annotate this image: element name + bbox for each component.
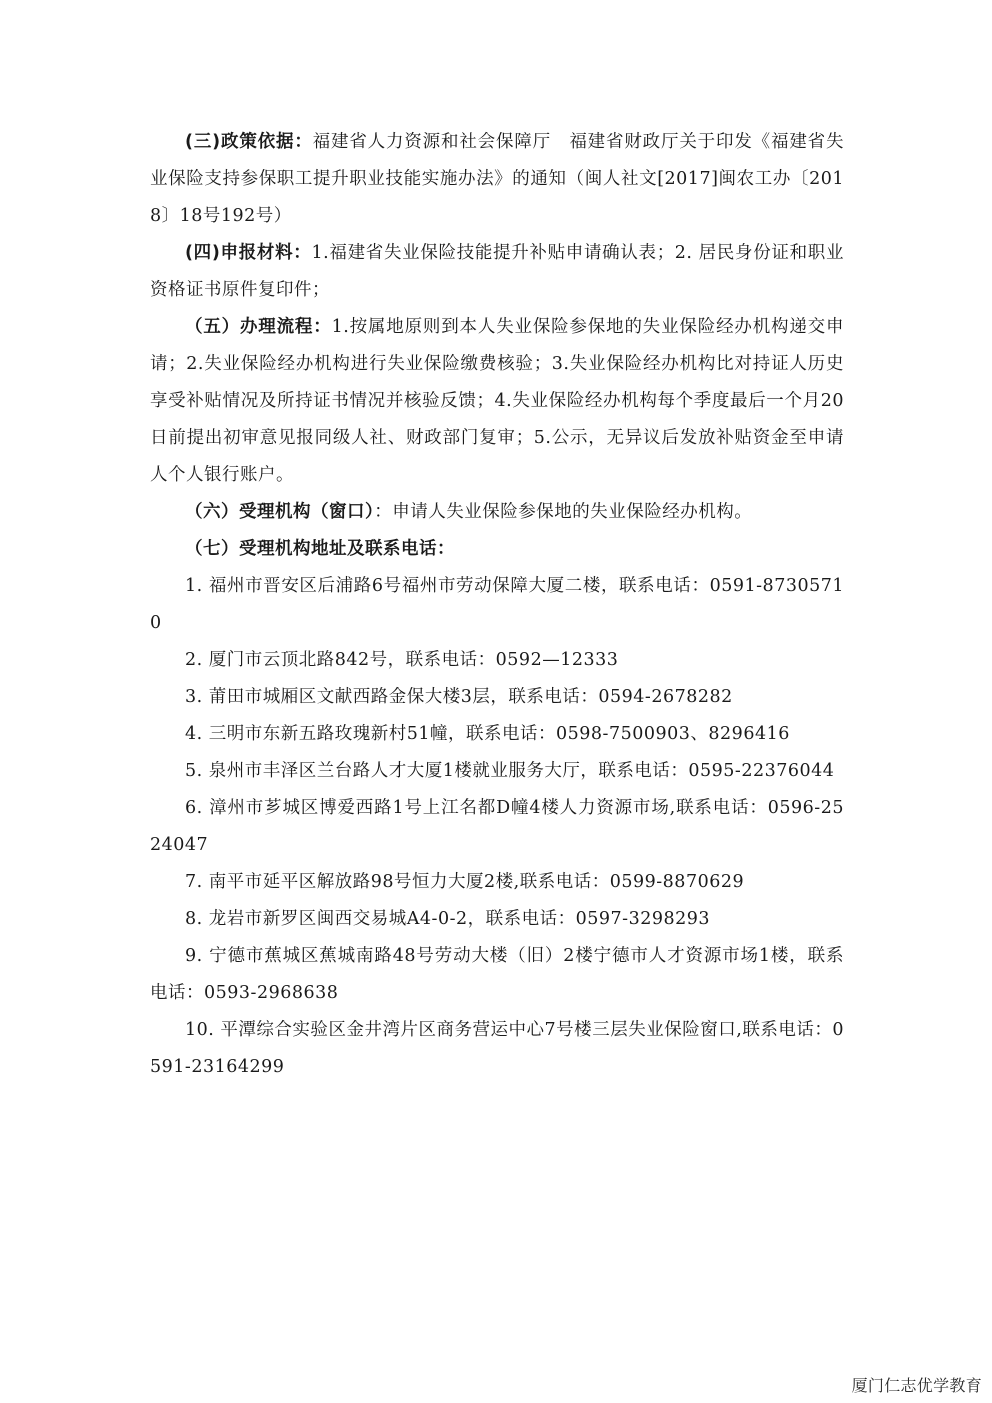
- address-item: 6. 漳州市芗城区博爱西路1号上江名都D幢4楼人力资源市场,联系电话：0596-2524047: [150, 798, 844, 855]
- section-accepting-agency: [150, 494, 844, 531]
- address-item: 5. 泉州市丰泽区兰台路人才大厦1楼就业服务大厅，联系电话：0595-22376044: [185, 761, 835, 781]
- address-item: 9. 宁德市蕉城区蕉城南路48号劳动大楼（旧）2楼宁德市人才资源市场1楼，联系电话：0593-2968638: [150, 946, 844, 1003]
- section-application-materials: [150, 235, 844, 309]
- document-body: [150, 124, 844, 1086]
- section-text: 1.福建省失业保险技能提升补贴申请确认表；2. 居民身份证和职业资格证书原件复印件；: [150, 243, 844, 300]
- watermark: 厦门仁志优学教育: [848, 1372, 986, 1397]
- section-heading: （六）受理机构（窗口）: [185, 502, 375, 522]
- section-heading: (四)申报材料：: [185, 243, 312, 263]
- address-item: 8. 龙岩市新罗区闽西交易城A4-0-2，联系电话：0597-3298293: [185, 909, 711, 929]
- address-item: 4. 三明市东新五路玫瑰新村51幢，联系电话：0598-7500903、8296416: [185, 724, 790, 744]
- section-process: [150, 309, 844, 494]
- section-text: ：申请人失业保险参保地的失业保险经办机构。: [374, 502, 753, 522]
- section-heading: (三)政策依据：: [185, 132, 313, 152]
- address-item: 3. 莆田市城厢区文献西路金保大楼3层，联系电话：0594-2678282: [185, 687, 733, 707]
- section-text: 1.按属地原则到本人失业保险参保地的失业保险经办机构递交申请；2.失业保险经办机构进行失业保险缴费核验；3.失业保险经办机构比对持证人历史享受补贴情况及所持证书情况并核验反馈；4.失业保险经办机构每个季度最后一个月20日前提出初审意见报同级人社、财政部门复审；5.公示，无异议后发放补贴资金至申请人个人银行账户。: [150, 317, 845, 485]
- address-item: 10. 平潭综合实验区金井湾片区商务营运中心7号楼三层失业保险窗口,联系电话：0591-23164299: [150, 1020, 844, 1077]
- section-heading: （五）办理流程：: [185, 317, 332, 337]
- address-item: 1. 福州市晋安区后浦路6号福州市劳动保障大厦二楼，联系电话：0591-87305710: [150, 576, 844, 633]
- address-item: 2. 厦门市云顶北路842号，联系电话：0592—12333: [185, 650, 619, 670]
- section-heading: （七）受理机构地址及联系电话：: [185, 539, 455, 559]
- section-addresses-heading: [150, 531, 844, 568]
- section-text: 福建省人力资源和社会保障厅 福建省财政厅关于印发《福建省失业保险支持参保职工提升职业技能实施办法》的通知（闽人社文[2017]闽农工办〔2018〕18号192号）: [150, 132, 845, 226]
- address-item: 7. 南平市延平区解放路98号恒力大厦2楼,联系电话：0599-8870629: [185, 872, 745, 892]
- section-policy-basis: [150, 124, 844, 235]
